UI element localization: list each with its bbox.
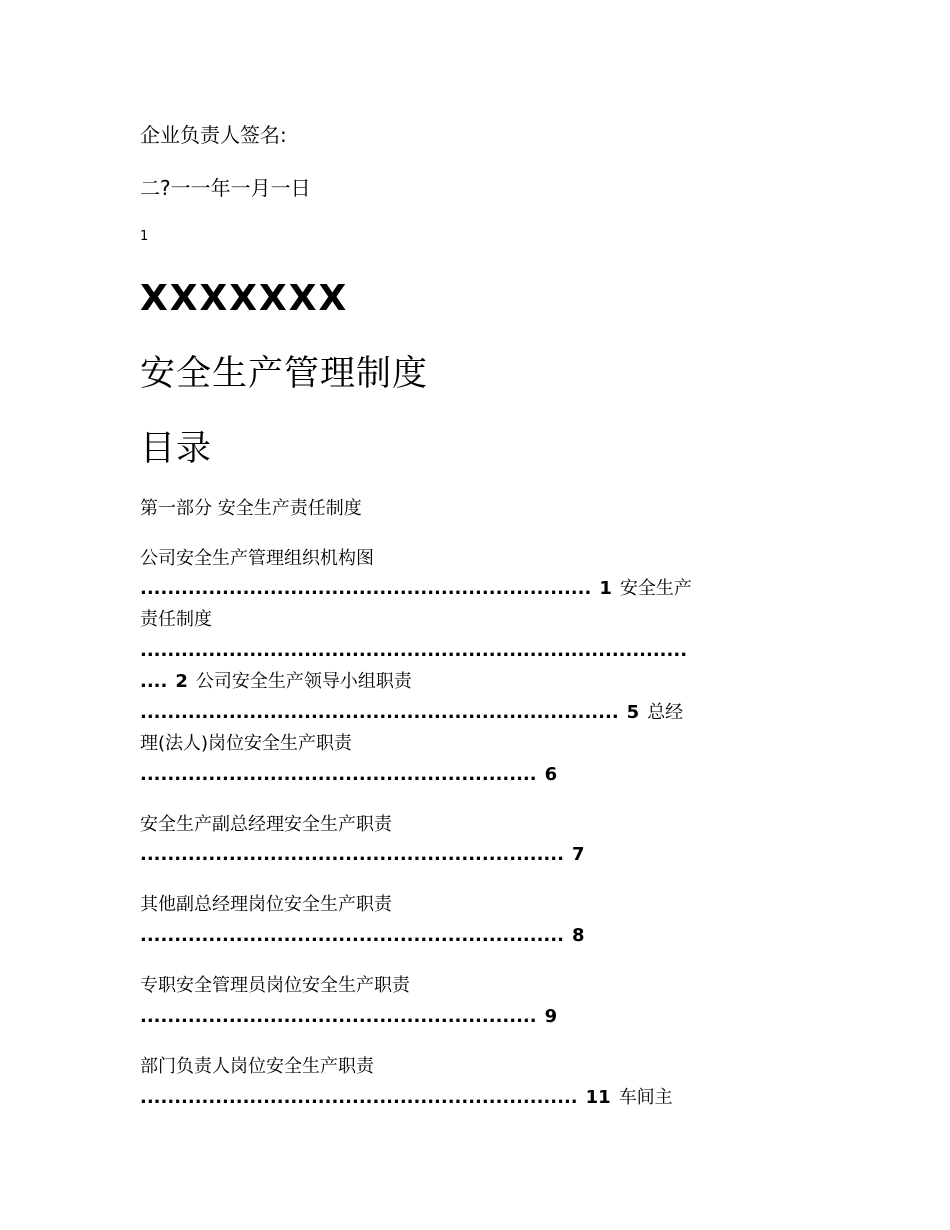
dot-leader: ..............................................................	[140, 925, 564, 946]
date-line: 二?一一年一月一日	[140, 176, 311, 200]
signature-label: 企业负责人签名:	[140, 123, 287, 147]
toc-entry-leader	[140, 638, 687, 664]
toc-page-number: 2	[175, 671, 188, 692]
toc-entry-tail: 总经	[647, 702, 684, 723]
toc-entry-text: 专职安全管理员岗位安全生产职责	[140, 975, 410, 996]
toc-entry-text: 其他副总经理岗位安全生产职责	[140, 894, 392, 915]
page-number: 1	[140, 229, 149, 244]
dot-leader: ..................................................................	[140, 578, 592, 599]
company-name: XXXXXXX	[140, 278, 349, 319]
toc-page-number: 9	[544, 1006, 558, 1027]
toc-page-number: 11	[585, 1087, 611, 1108]
toc-page-number: 7	[571, 844, 585, 865]
dot-leader: ..........................................................	[140, 1006, 537, 1027]
toc-entry-leader	[140, 762, 557, 788]
toc-entry-leader	[140, 669, 412, 695]
dot-leader: ......................................................................	[140, 702, 619, 723]
toc-entry-leader	[140, 700, 683, 726]
toc-entry-leader	[140, 923, 584, 949]
toc-page-number: 8	[571, 925, 585, 946]
dot-leader: ................................................................................	[140, 640, 688, 661]
toc-entry-text: 责任制度	[140, 609, 212, 630]
toc-entry-tail: 安全生产	[619, 578, 692, 599]
toc-part-heading: 第一部分 安全生产责任制度	[140, 498, 362, 519]
toc-entry-text: 理(法人)岗位安全生产职责	[140, 733, 353, 754]
toc-entry-text: 公司安全生产管理组织机构图	[140, 548, 374, 569]
document-title: 安全生产管理制度	[140, 354, 429, 394]
toc-entry-leader	[140, 1004, 557, 1030]
toc-heading: 目录	[140, 429, 213, 469]
toc-entry-leader	[140, 576, 692, 602]
toc-entry-text: 安全生产副总经理安全生产职责	[140, 814, 392, 835]
toc-entry-text: 部门负责人岗位安全生产职责	[140, 1056, 374, 1077]
toc-entry-tail: 公司安全生产领导小组职责	[195, 671, 412, 692]
toc-page-number: 1	[599, 578, 612, 599]
toc-entry-leader	[140, 1085, 673, 1111]
toc-page-number: 5	[626, 702, 640, 723]
toc-page-number: 6	[544, 764, 558, 785]
dot-leader: ..........................................................	[140, 764, 537, 785]
toc-entry-tail: 车间主	[618, 1087, 673, 1108]
dot-leader: ..............................................................	[140, 844, 564, 865]
dot-leader: ................................................................	[140, 1087, 578, 1108]
toc-entry-leader	[140, 842, 584, 868]
dot-leader: ....	[140, 671, 168, 692]
